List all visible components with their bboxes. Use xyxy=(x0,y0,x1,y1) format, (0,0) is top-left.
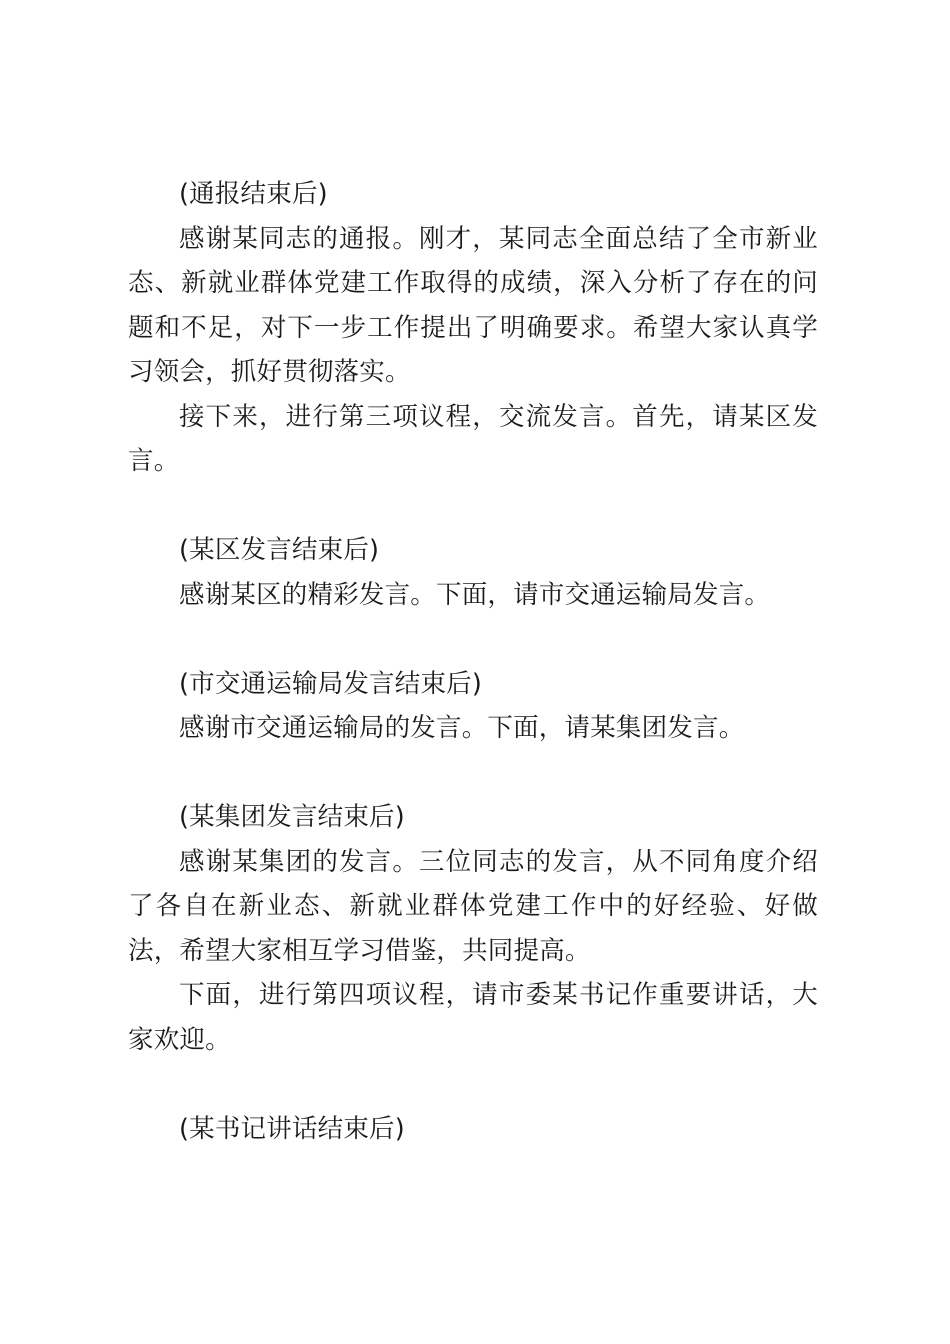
stage-note: (某区发言结束后) xyxy=(179,535,380,565)
document-body xyxy=(128,172,818,1151)
blank-line xyxy=(128,751,818,796)
stage-note: (通报结束后) xyxy=(179,179,328,209)
paragraph: 下面，进行第四项议程，请市委某书记作重要讲话，大家欢迎。 xyxy=(128,980,818,1055)
blank-line xyxy=(128,484,818,529)
paragraph: 感谢市交通运输局的发言。下面，请某集团发言。 xyxy=(179,713,745,743)
paragraph: 感谢某区的精彩发言。下面，请市交通运输局发言。 xyxy=(179,579,771,610)
stage-note: (某书记讲话结束后) xyxy=(179,1113,405,1144)
stage-note: (某集团发言结束后) xyxy=(179,802,405,832)
blank-line xyxy=(128,617,818,662)
paragraph: 感谢某集团的发言。三位同志的发言，从不同角度介绍了各自在新业态、新就业群体党建工作中的好经验、好做法，希望大家相互学习借鉴，共同提高。 xyxy=(128,846,818,966)
paragraph: 感谢某同志的通报。刚才，某同志全面总结了全市新业态、新就业群体党建工作取得的成绩，深入分析了存在的问题和不足，对下一步工作提出了明确要求。希望大家认真学习领会，抓好贯彻落实。 xyxy=(128,223,818,387)
stage-note: (市交通运输局发言结束后) xyxy=(179,668,482,699)
paragraph: 接下来，进行第三项议程，交流发言。首先，请某区发言。 xyxy=(128,401,818,476)
blank-line xyxy=(128,1062,818,1107)
